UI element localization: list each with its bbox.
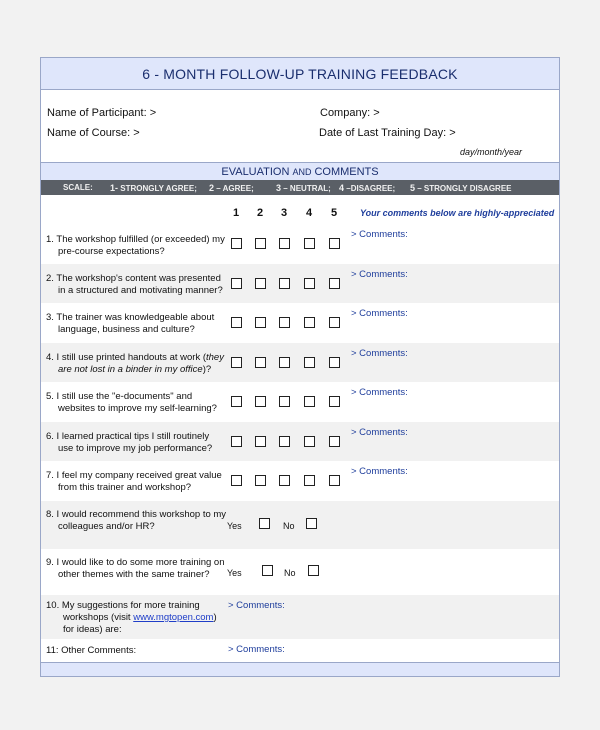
rating-checkbox-2[interactable]: [255, 278, 266, 289]
no-checkbox[interactable]: [306, 518, 317, 529]
question-line-1-italic: they: [206, 352, 224, 363]
comment-field[interactable]: > Comments:: [351, 269, 408, 280]
column-header-1: 1: [233, 207, 240, 219]
question-text: [46, 431, 212, 455]
question-line-1: 1. The workshop fulfilled (or exceeded) my: [46, 234, 225, 245]
question-line-1: 5. I still use the "e-documents" and: [46, 391, 193, 402]
comment-field[interactable]: > Comments:: [351, 387, 408, 398]
other-comments-row: [41, 639, 559, 663]
other-comments-field[interactable]: > Comments:: [228, 644, 285, 655]
question-line-2: websites to improve my self-learning?: [58, 403, 217, 414]
question-line-2: use to improve my job performance?: [58, 443, 213, 454]
scale-1-text: STRONGLY AGREE;: [120, 183, 197, 193]
scale-1: [110, 183, 197, 193]
question-row: [41, 422, 559, 461]
question-text: [46, 234, 225, 258]
scale-4: [339, 183, 395, 193]
rating-checkbox-1[interactable]: [231, 475, 242, 486]
question-line-2: [46, 364, 224, 376]
rating-checkbox-5[interactable]: [329, 238, 340, 249]
rating-checkbox-2[interactable]: [255, 357, 266, 368]
evaluation-header: [41, 162, 559, 180]
rating-checkbox-5[interactable]: [329, 278, 340, 289]
rating-checkbox-2[interactable]: [255, 238, 266, 249]
question-line-1: 9. I would like to do some more training on: [46, 557, 225, 568]
question-line-2-end: )?: [202, 364, 212, 375]
comment-field[interactable]: > Comments:: [351, 466, 408, 477]
question-line-2: other themes with the same trainer?: [58, 569, 210, 580]
feedback-form: [40, 57, 560, 677]
scale-5-num: 5: [410, 182, 416, 193]
question-row: [41, 461, 559, 501]
no-label: No: [283, 521, 295, 531]
comments-header: Your comments below are highly-appreciated: [360, 208, 555, 218]
scale-2-text: – AGREE;: [216, 183, 254, 193]
no-label: No: [284, 568, 296, 578]
scale-3: [276, 183, 331, 193]
rating-checkbox-1[interactable]: [231, 317, 242, 328]
question-line-2: workshops (visit www.mgtopen.com): [63, 612, 217, 623]
suggestions-row: [41, 595, 559, 639]
scale-5: [410, 183, 512, 193]
question-line-1-text: 4. I still use printed handouts at work (: [46, 352, 206, 363]
rating-checkbox-4[interactable]: [304, 238, 315, 249]
rating-checkbox-2[interactable]: [255, 436, 266, 447]
rating-checkbox-5[interactable]: [329, 475, 340, 486]
question-line-2: colleagues and/or HR?: [58, 521, 155, 532]
question-line-1: 10. My suggestions for more training: [46, 600, 200, 611]
comment-field[interactable]: > Comments:: [351, 229, 408, 240]
rating-checkbox-3[interactable]: [279, 396, 290, 407]
rating-checkbox-4[interactable]: [304, 317, 315, 328]
scale-1-num: 1-: [110, 182, 119, 193]
scale-3-num: 3: [276, 182, 282, 193]
course-label: Name of Course: >: [47, 127, 140, 139]
question-line-1: 6. I learned practical tips I still routinely: [46, 431, 210, 442]
question-line-1: [46, 352, 224, 364]
rating-checkbox-4[interactable]: [304, 357, 315, 368]
rating-checkbox-1[interactable]: [231, 278, 242, 289]
company-label: Company: >: [320, 107, 380, 119]
rating-checkbox-3[interactable]: [279, 436, 290, 447]
rating-checkbox-1[interactable]: [231, 238, 242, 249]
question-line-1: 2. The workshop's content was presented: [46, 273, 221, 284]
question-line-2: from this trainer and workshop?: [58, 482, 192, 493]
evaluation-label: EVALUATION: [221, 165, 290, 178]
rating-checkbox-2[interactable]: [255, 396, 266, 407]
question-line-2: language, business and culture?: [58, 324, 195, 335]
no-checkbox[interactable]: [308, 565, 319, 576]
other-comments-label: 11: Other Comments:: [46, 645, 137, 656]
question-row: [41, 224, 559, 264]
column-header-4: 4: [306, 207, 313, 219]
question-row: [41, 264, 559, 303]
comment-field[interactable]: > Comments:: [351, 427, 408, 438]
scale-2: [209, 183, 254, 193]
rating-checkbox-3[interactable]: [279, 357, 290, 368]
question-line-1: 7. I feel my company received great value: [46, 470, 222, 481]
question-line-2: pre-course expectations?: [58, 246, 165, 257]
footer-bar: [41, 662, 559, 676]
rating-checkbox-4[interactable]: [304, 396, 315, 407]
yes-label: Yes: [227, 521, 242, 531]
rating-checkbox-2[interactable]: [255, 317, 266, 328]
scale-4-text: –DISAGREE;: [346, 183, 396, 193]
rating-checkbox-4[interactable]: [304, 475, 315, 486]
yesno-row: [41, 501, 559, 549]
yesno-row: [41, 549, 559, 595]
question-line-3: for ideas) are:: [63, 624, 122, 635]
rating-checkbox-1[interactable]: [231, 357, 242, 368]
comment-field[interactable]: > Comments:: [351, 348, 408, 359]
mgtopen-link[interactable]: www.mgtopen.com: [133, 612, 214, 623]
question-text: [46, 470, 222, 494]
yes-checkbox[interactable]: [262, 565, 273, 576]
scale-4-num: 4: [339, 182, 345, 193]
evaluation-and: AND: [292, 166, 312, 177]
question-line-1: 8. I would recommend this workshop to my: [46, 509, 227, 520]
suggestions-comment-field[interactable]: > Comments:: [228, 600, 285, 611]
rating-checkbox-1[interactable]: [231, 436, 242, 447]
rating-checkbox-2[interactable]: [255, 475, 266, 486]
scale-3-text: – NEUTRAL;: [283, 183, 331, 193]
date-format-hint: day/month/year: [460, 147, 523, 157]
participant-label: Name of Participant: >: [47, 107, 157, 119]
evaluation-comments: COMMENTS: [314, 165, 379, 178]
question-line-2-text: workshops (visit: [63, 612, 134, 623]
form-title-bar: [41, 58, 559, 90]
question-row: [41, 382, 559, 422]
scale-label: SCALE:: [63, 183, 93, 192]
scale-5-text: – STRONGLY DISAGREE: [417, 183, 512, 193]
question-text: [46, 557, 224, 581]
question-row: [41, 303, 559, 343]
rating-checkbox-4[interactable]: [304, 436, 315, 447]
scale-2-num: 2: [209, 182, 215, 193]
question-text: [46, 312, 214, 336]
question-row: [41, 343, 559, 382]
rating-checkbox-4[interactable]: [304, 278, 315, 289]
column-header-3: 3: [281, 207, 288, 219]
question-text: [46, 509, 226, 533]
column-header-5: 5: [331, 207, 338, 219]
comment-field[interactable]: > Comments:: [351, 308, 408, 319]
question-text: [46, 600, 217, 636]
question-line-2: in a structured and motivating manner?: [58, 285, 223, 296]
question-text: [46, 352, 224, 376]
question-text: [46, 273, 223, 297]
yes-label: Yes: [227, 568, 242, 578]
yes-checkbox[interactable]: [259, 518, 270, 529]
rating-checkbox-5[interactable]: [329, 317, 340, 328]
scale-bar: [41, 180, 559, 195]
rating-checkbox-3[interactable]: [279, 278, 290, 289]
column-header-2: 2: [257, 207, 264, 219]
rating-checkbox-1[interactable]: [231, 396, 242, 407]
rating-checkbox-5[interactable]: [329, 357, 340, 368]
form-title: 6 - MONTH FOLLOW-UP TRAINING FEEDBACK: [142, 65, 458, 82]
rating-checkbox-3[interactable]: [279, 238, 290, 249]
rating-checkbox-5[interactable]: [329, 396, 340, 407]
rating-checkbox-5[interactable]: [329, 436, 340, 447]
rating-checkbox-3[interactable]: [279, 317, 290, 328]
question-line-1: 3. The trainer was knowledgeable about: [46, 312, 215, 323]
question-text: [46, 391, 217, 415]
rating-checkbox-3[interactable]: [279, 475, 290, 486]
last-training-label: Date of Last Training Day: >: [319, 127, 456, 139]
question-line-2-italic: are not lost in a binder in my office: [58, 364, 203, 375]
